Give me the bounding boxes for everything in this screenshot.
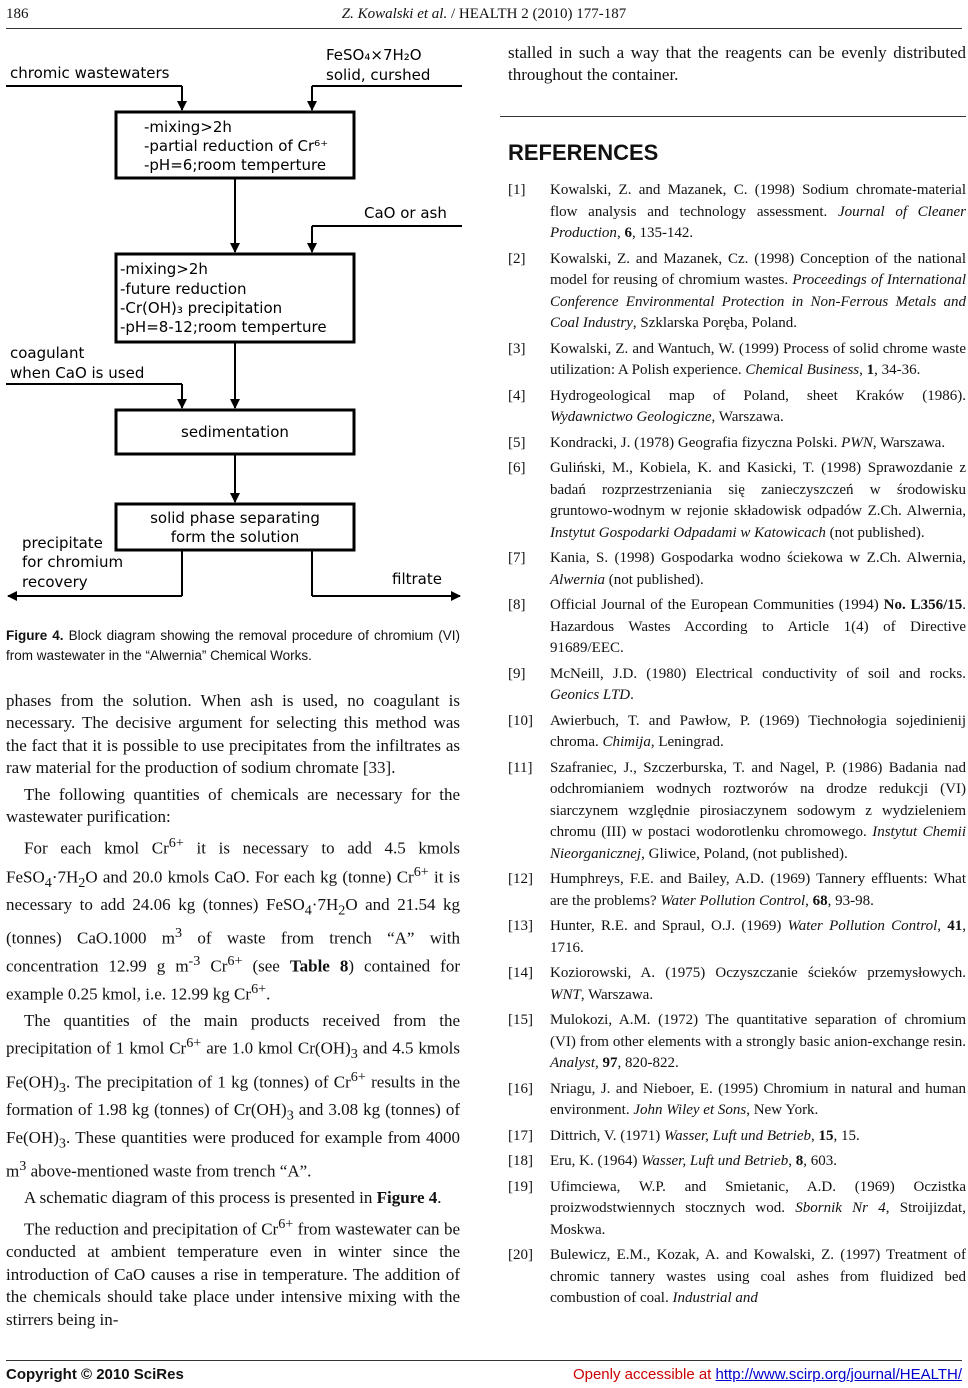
reference-item: [508, 1126, 966, 1148]
label-precipitate-3: recovery: [22, 573, 88, 591]
open-access-note: [573, 1366, 962, 1383]
paragraph-6: The reduction and precipitation of $Cr^{6+}$ from wastewater can be conducted at ambient temperature even in winter since the introduction of CaO causes a rise in temperature. The addition of the chemicals should take place under intensive mixing with the stirrers being in-: [6, 1216, 460, 1329]
label-filtrate: filtrate: [392, 570, 442, 588]
reference-text: Eru, K. (1964) Wasser, Luft und Betrieb, 8, 603.: [550, 1153, 837, 1169]
reference-item: [508, 758, 966, 866]
reference-text: Kondracki, J. (1978) Geografia fizyczna Polski. PWN, Warszawa.: [550, 434, 946, 451]
reference-text: Kowalski, Z. and Wantuch, W. (1999) Process of solid chrome waste utilization: A Polish experience. Chemical Business, 1, 34-36.: [550, 340, 966, 378]
reference-number: [10]: [508, 712, 533, 729]
reference-number: [11]: [508, 759, 533, 776]
references-list: [508, 180, 966, 1314]
reference-number: [14]: [508, 965, 533, 981]
header-rule: [6, 28, 962, 29]
label-coagulant-cao: when CaO is used: [10, 364, 145, 382]
reference-text: Szafraniec, J., Szczerburska, T. and Nagel, P. (1986) Badania nad odchromianiem wodnych roztworów na drodze redukcji (VI) siarczynem względnie pirosiaczynem sodowym z wydzieleniem chromu (III) w postaci wodorotlenku chromowego. Instytut Chemii Nieorganicznej, Gliwice, Poland, (not published).: [550, 759, 966, 862]
label-chromic-wastewaters: chromic wastewaters: [10, 64, 170, 82]
reference-item: [508, 1079, 966, 1122]
label-feso4: FeSO₄×7H₂O: [326, 46, 422, 64]
label-precipitate-2: for chromium: [22, 553, 124, 571]
box1-line3: -pH=6;room temperture: [144, 156, 327, 174]
reference-number: [19]: [508, 1178, 533, 1195]
journal-link[interactable]: http://www.scirp.org/journal/HEALTH/: [715, 1366, 962, 1383]
reference-number: [18]: [508, 1153, 533, 1169]
reference-text: Kowalski, Z. and Mazanek, Cz. (1998) Conception of the national model for reusing of chromium wastes. Proceedings of International Conference Environmental Protection in Non-Ferrous Metals and Coal Industry, Szklarska Poręba, Poland.: [550, 250, 967, 331]
reference-item: [508, 1177, 966, 1242]
box1-line1: -mixing>2h: [144, 118, 232, 136]
reference-number: [16]: [508, 1080, 533, 1097]
reference-text: Guliński, M., Kobiela, K. and Kasicki, T. (1998) Sprawozdanie z badań rozprzestrzeniania się zanieczyszczeń w środowisku gruntowo-wodnym w rejonie składowisk odpadów Z.Ch. Alwernia, Instytut Gospodarki Odpadami w Katowicach (not published).: [550, 460, 966, 541]
box2-line1: -mixing>2h: [120, 260, 208, 278]
reference-number: [7]: [508, 550, 526, 566]
paragraph-5: A schematic diagram of this process is presented in Figure 4.: [24, 1187, 442, 1207]
reference-item: [508, 711, 966, 754]
box2-line2: -future reduction: [120, 280, 247, 298]
reference-text: Kania, S. (1998) Gospodarka wodno ściekowa w Z.Ch. Alwernia, Alwernia (not published).: [550, 550, 966, 588]
reference-number: [5]: [508, 434, 526, 451]
reference-item: [508, 1010, 966, 1075]
reference-text: Ufimciewa, W.P. and Smietanic, A.D. (1969) Oczistka proizwodstwiennych stocznych wod. Sbornik Nr 4, Stroijizdat, Moskwa.: [550, 1178, 966, 1238]
reference-number: [13]: [508, 918, 533, 934]
running-header: [0, 4, 968, 24]
reference-item: [508, 548, 966, 591]
label-cao: CaO or ash: [364, 204, 447, 222]
reference-text: McNeill, J.D. (1980) Electrical conductivity of soil and rocks. Geonics LTD.: [550, 665, 966, 703]
reference-item: [508, 180, 966, 245]
references-rule: [500, 116, 966, 117]
left-body-text: [6, 690, 460, 1335]
reference-text: Kowalski, Z. and Mazanek, C. (1998) Sodium chromate-material flow analysis and technology assessment. Journal of Cleaner Production, 6, 135-142.: [550, 182, 966, 241]
reference-number: [12]: [508, 871, 533, 887]
reference-item: [508, 664, 966, 707]
reference-item: [508, 916, 966, 959]
figure-4-ref: Figure 4: [376, 1187, 438, 1207]
reference-text: Official Journal of the European Communities (1994) No. L356/15. Hazardous Wastes According to Article 1(4) of Directive 91689/EEC.: [550, 597, 966, 656]
reference-number: [8]: [508, 597, 526, 613]
label-feso4-solid: solid, curshed: [326, 66, 431, 84]
reference-item: [508, 1245, 966, 1310]
reference-number: [6]: [508, 460, 526, 476]
reference-text: Mulokozi, A.M. (1972) The quantitative separation of chromium (VI) from other elements with a strongly basic anion-exchange resin. Analyst, 97, 820-822.: [550, 1012, 966, 1071]
right-paragraph: stalled in such a way that the reagents can be evenly distributed throughout the container.: [508, 43, 966, 85]
reference-item: [508, 1151, 966, 1173]
box4-line1: solid phase separating: [150, 509, 320, 527]
reference-text: Hydrogeological map of Poland, sheet Kraków (1986). Wydawnictwo Geologiczne, Warszawa.: [550, 387, 966, 425]
reference-number: [17]: [508, 1127, 533, 1144]
reference-item: [508, 869, 966, 912]
block-diagram: [6, 42, 462, 608]
reference-text: Nriagu, J. and Nieboer, E. (1995) Chromium in natural and human environment. John Wiley et Sons, New York.: [550, 1080, 966, 1118]
paragraph-4: The quantities of the main products received from the precipitation of 1 kmol $Cr^{6+}$ are 1.0 kmol $Cr(OH)_3$ and 4.5 kmols $Fe(OH)_3$. The precipitation of 1 kg (tonnes) of $Cr^{6+}$ results in the formation of 1.98 kg (tonnes) of $Cr(OH)_3$ and 3.08 kg (tonnes) of $Fe(OH)_3$. These quantities were produced for example from 4000 $m^3$ above-mentioned waste from trench “A”.: [6, 1010, 460, 1181]
copyright: Copyright © 2010 SciRes: [6, 1366, 184, 1383]
reference-text: Hunter, R.E. and Spraul, O.J. (1969) Water Pollution Control, 41, 1716.: [550, 918, 967, 956]
footer-rule: [6, 1360, 962, 1361]
reference-text: Humphreys, F.E. and Bailey, A.D. (1969) Tannery effluents: What are the problems? Water Pollution Control, 68, 93-98.: [550, 871, 966, 909]
reference-item: [508, 963, 966, 1006]
page-number: 186: [6, 6, 29, 22]
page-footer: [0, 1366, 968, 1386]
reference-text: Awierbuch, T. and Pawłow, P. (1969) Tiechnołogia sojedinienij chroma. Chimija, Leningrad.: [550, 712, 966, 750]
caption-text: Block diagram showing the removal procedure of chromium (VI) from wastewater in the “Alwernia” Chemical Works.: [6, 628, 460, 663]
paragraph-1: phases from the solution. When ash is used, no coagulant is necessary. The decisive argument for selecting this method was the fact that it is possible to use precipitates from the infiltrates as raw material for the production of sodium chromate [33].: [6, 691, 460, 778]
figure-caption: [6, 626, 460, 666]
box2-line3: -Cr(OH)₃ precipitation: [120, 299, 283, 317]
reference-item: [508, 386, 966, 429]
open-access-text: Openly accessible at: [572, 1366, 716, 1383]
label-coagulant: coagulant: [10, 344, 85, 362]
reference-number: [4]: [508, 387, 526, 404]
paragraph-2: The following quantities of chemicals are necessary for the wastewater purification:: [6, 784, 460, 827]
box2-line4: -pH=8-12;room temperture: [120, 318, 327, 336]
caption-label: Figure 4.: [6, 628, 64, 643]
reference-text: Dittrich, V. (1971) Wasser, Luft und Betrieb, 15, 15.: [550, 1127, 860, 1144]
label-precipitate-1: precipitate: [22, 534, 103, 552]
box3-label: sedimentation: [181, 423, 289, 441]
reference-number: [20]: [508, 1247, 533, 1263]
reference-item: [508, 249, 966, 335]
reference-item: [508, 339, 966, 382]
reference-item: [508, 458, 966, 544]
reference-item: [508, 595, 966, 660]
paragraph-3: For each kmol $Cr^{6+}$ it is necessary to add 4.5 kmols $FeSO_4\cdot 7H_2O$ and 20.0 kmols CaO. For each kg (tonne) $Cr^{6+}$ it is necessary to add 24.06 kg (tonnes) $FeSO_4\cdot 7H_2O$ and 21.54 kg (tonnes) CaO.1000 $m^3$ of waste from trench “A” with concentration 12.99 g $m^{-3}$ $Cr^{6+}$ (see Table 8) contained for example 0.25 kmol, i.e. 12.99 kg $Cr^{6+}$.: [6, 835, 461, 1004]
reference-number: [2]: [508, 250, 526, 267]
reference-number: [9]: [508, 665, 526, 682]
box1-line2: -partial reduction of Cr⁶⁺: [144, 137, 329, 155]
reference-item: [508, 433, 966, 455]
reference-text: Koziorowski, A. (1975) Oczyszczanie ścieków przemysłowych. WNT, Warszawa.: [550, 965, 966, 1003]
reference-text: Bulewicz, E.M., Kozak, A. and Kowalski, Z. (1997) Treatment of chromic tannery wastes using coal ashes from fluidized bed combustion of coal. Industrial and: [550, 1247, 966, 1306]
reference-number: [3]: [508, 340, 526, 357]
reference-number: [15]: [508, 1012, 533, 1028]
references-heading: REFERENCES: [508, 140, 659, 165]
reference-number: [1]: [508, 182, 526, 198]
paragraph-5-text: A schematic diagram of this process is presented in: [24, 1187, 377, 1207]
journal-citation: Z. Kowalski et al. / HEALTH 2 (2010) 177-187: [341, 6, 627, 22]
box4-line2: form the solution: [170, 528, 300, 546]
